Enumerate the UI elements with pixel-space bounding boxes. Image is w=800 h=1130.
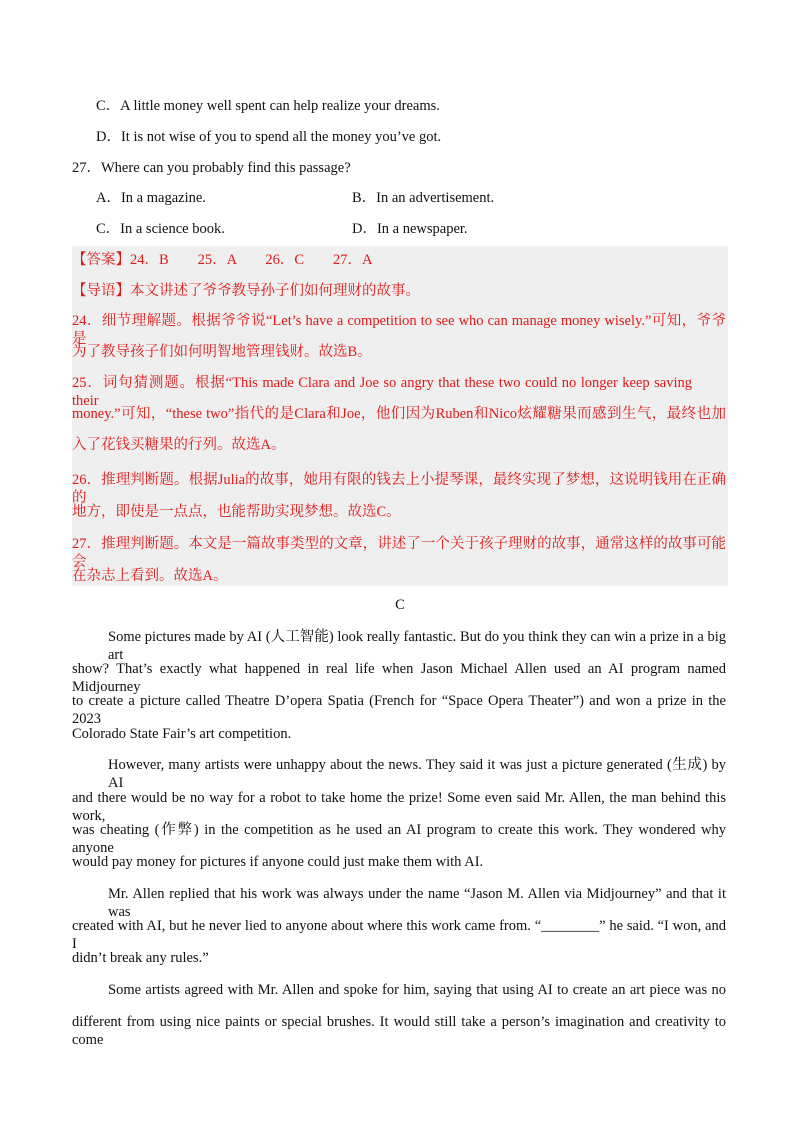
passage-p1-line3: to create a picture called Theatre D’opera Spatia (French for “Space Opera Theater”) and won a prize in the 2023	[72, 693, 726, 727]
explanation-24-line1: 24．细节理解题。根据爷爷说“Let’s have a competition to see who can manage money wisely.”可知，爷爷是	[72, 313, 726, 347]
q27-option-d: D．In a newspaper.	[352, 221, 468, 237]
explanation-25-line1: 25．词句猜测题。根据“This made Clara and Joe so angry that these two could no longer keep saving their	[72, 375, 692, 409]
passage-p1-line2: show? That’s exactly what happened in real life when Jason Michael Allen used an AI program named Midjourney	[72, 661, 726, 695]
explanation-26-line2: 地方，即使是一点点，也能帮助实现梦想。故选C。	[72, 504, 401, 520]
passage-p4-line2: different from using nice paints or special brushes. It would still take a person’s imagination and creativity to come	[72, 1014, 726, 1048]
q26-option-d: D．It is not wise of you to spend all the money you’ve got.	[96, 129, 442, 145]
explanation-25-line3: 入了花钱买糖果的行列。故选A。	[72, 437, 286, 453]
passage-p2-line2: and there would be no way for a robot to take home the prize! Some even said Mr. Allen, the man behind this work,	[72, 790, 726, 824]
guide-text: 本文讲述了爷爷教导孙子们如何理财的故事。	[130, 283, 420, 299]
passage-p2-line3: was cheating (作弊) in the competition as he used an AI program to create this work. They wondered why anyone	[72, 822, 726, 856]
q27-option-a: A．In a magazine.	[96, 190, 206, 206]
passage-p2-line4: would pay money for pictures if anyone could just make them with AI.	[72, 854, 484, 870]
q26-option-c: C．A little money well spent can help realize your dreams.	[96, 98, 440, 114]
explanation-24-line2: 为了教导孩子们如何明智地管理钱财。故选B。	[72, 344, 372, 360]
passage-p3-line3: didn’t break any rules.”	[72, 950, 209, 966]
section-heading: C	[395, 597, 405, 613]
passage-p3-line1: Mr. Allen replied that his work was always under the name “Jason M. Allen via Midjourney” and that it was	[108, 886, 726, 920]
passage-p2-line1: However, many artists were unhappy about the news. They said it was just a picture generated (生成) by AI	[108, 757, 726, 791]
passage-p1-line1: Some pictures made by AI (人工智能) look really fantastic. But do you think they can win a prize in a big art	[108, 629, 726, 663]
q27-option-c: C．In a science book.	[96, 221, 225, 237]
answer-line	[72, 251, 373, 269]
guide-label: 【导语】	[72, 283, 130, 299]
guide-line	[72, 282, 420, 300]
answer-values: 24．B 25．A 26．C 27．A	[130, 252, 373, 268]
explanation-26-line1: 26．推理判断题。根据Julia的故事，她用有限的钱去上小提琴课，最终实现了梦想，这说明钱用在正确的	[72, 472, 726, 506]
passage-p3-line2: created with AI, but he never lied to anyone about where this work came from. “________” he said. “I won, and I	[72, 918, 726, 952]
passage-p1-line4: Colorado State Fair’s art competition.	[72, 726, 292, 742]
explanation-25-line2: money.”可知，“these two”指代的是Clara和Joe，他们因为Ruben和Nico炫耀糖果而感到生气，最终也加	[72, 406, 726, 422]
q27-option-b: B．In an advertisement.	[352, 190, 495, 206]
explanation-27-line1: 27．推理判断题。本文是一篇故事类型的文章，讲述了一个关于孩子理财的故事，通常这样的故事可能会	[72, 536, 726, 570]
explanation-27-line2: 在杂志上看到。故选A。	[72, 568, 228, 584]
q27-stem: 27．Where can you probably find this passage?	[72, 160, 351, 176]
answer-label: 【答案】	[72, 252, 130, 268]
passage-p4-line1: Some artists agreed with Mr. Allen and spoke for him, saying that using AI to create an art piece was no	[108, 982, 726, 998]
